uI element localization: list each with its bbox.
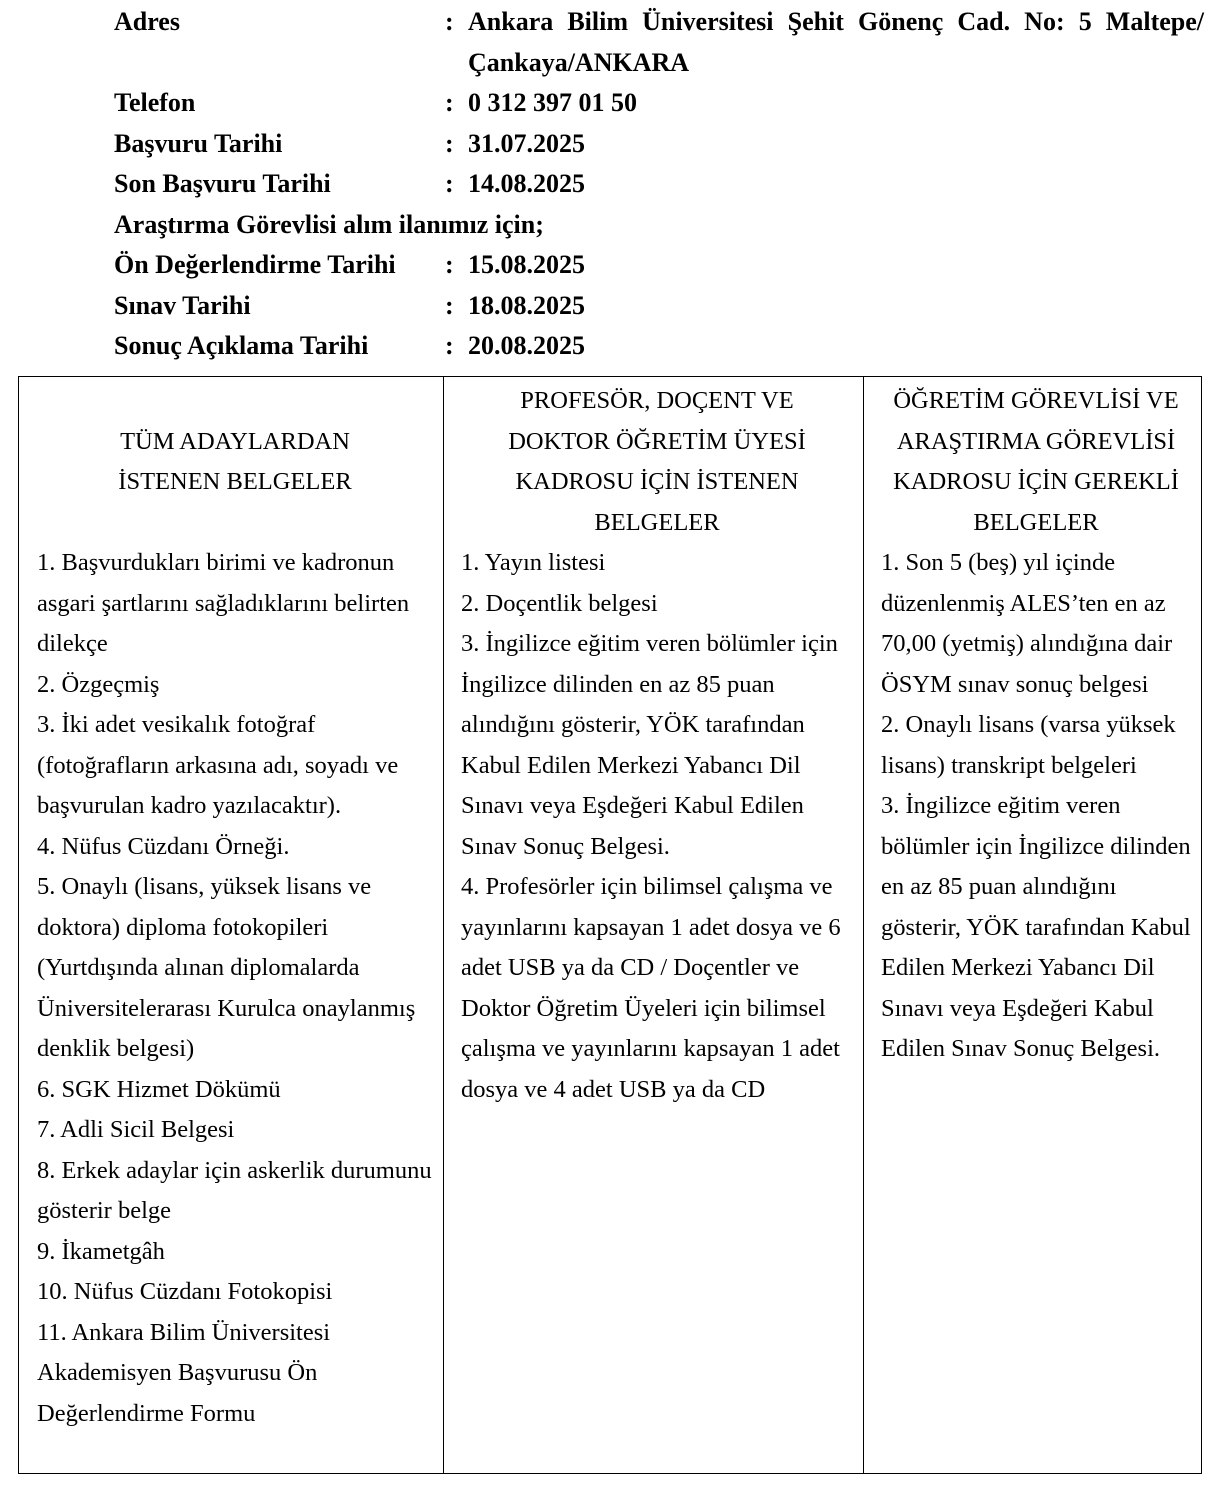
info-colon: : (445, 331, 454, 360)
info-row-exam-date (114, 286, 1204, 327)
table-row (19, 377, 1202, 1474)
column-heading (461, 377, 853, 543)
column-heading-line: PROFESÖR, DOÇENT VE (520, 387, 794, 414)
list-item: 2. Özgeçmiş (37, 670, 160, 698)
list-item: 7. Adli Sicil Belgesi (37, 1116, 235, 1143)
document-list (461, 543, 853, 1110)
info-colon: : (445, 169, 454, 198)
info-value-address: Ankara Bilim Üniversitesi Şehit Gönenç Cad. No: 5 Maltepe/Çankaya/ANKARA (468, 7, 1204, 77)
info-row-deadline (114, 164, 1204, 205)
info-colon: : (445, 128, 454, 158)
info-colon: : (445, 7, 454, 36)
list-item: 2. Doçentlik belgesi (461, 589, 658, 617)
column-heading-line: KADROSU İÇİN İSTENEN (515, 468, 799, 495)
info-label: Başvuru Tarihi (114, 128, 283, 158)
info-value-phone: 0 312 397 01 50 (468, 88, 637, 117)
info-label: Ön Değerlendirme Tarihi (114, 250, 396, 279)
list-item: 2. Onaylı lisans (varsa yüksek lisans) transkript belgeleri (881, 711, 1176, 779)
list-item: 3. İngilizce eğitim veren bölümler için İngilizce dilinden en az 85 puan alındığını gösterir, YÖK tarafından Kabul Edilen Merkezi Yabancı Dil Sınavı veya Eşdeğeri Kabul Edilen Sınav Sonuç Belgesi. (881, 792, 1191, 1062)
info-label: Sınav Tarihi (114, 290, 251, 320)
info-row-phone (114, 83, 1204, 124)
column-faculty-members (444, 377, 864, 1474)
list-item: 11. Ankara Bilim Üniversitesi Akademisyen Başvurusu Ön Değerlendirme Formu (37, 1318, 331, 1427)
column-heading-line: TÜM ADAYLARDAN (120, 427, 350, 455)
info-row-address (114, 2, 1204, 83)
research-assistant-note: Araştırma Görevlisi alım ilanımız için; (114, 209, 544, 239)
column-heading-line: DOKTOR ÖĞRETİM ÜYESİ (508, 427, 806, 455)
list-item: 1. Başvurdukları birimi ve kadronun asgari şartlarını sağladıklarını belirten dilekçe (37, 549, 410, 657)
column-heading-line: ÖĞRETİM GÖREVLİSİ VE (893, 387, 1179, 414)
contact-info-block (114, 2, 1204, 367)
column-heading-line: BELGELER (973, 508, 1099, 536)
column-heading-line: İSTENEN BELGELER (118, 468, 352, 495)
info-colon: : (445, 250, 454, 279)
list-item: 3. İngilizce eğitim veren bölümler için İngilizce dilinden en az 85 puan alındığını gösterir, YÖK tarafından Kabul Edilen Merkezi Yabancı Dil Sınavı veya Eşdeğeri Kabul Edilen Sınav Sonuç Belgesi. (461, 630, 838, 860)
list-item: 5. Onaylı (lisans, yüksek lisans ve doktora) diploma fotokopileri (Yurtdışında alınan diplomalarda Üniversitelerarası Kurulca onaylanmış denklik belgesi) (37, 873, 416, 1062)
list-item: 6. SGK Hizmet Dökümü (37, 1075, 281, 1103)
info-value-exam-date: 18.08.2025 (468, 290, 585, 320)
info-label: Adres (114, 7, 180, 36)
info-value-pre-evaluation-date: 15.08.2025 (468, 250, 585, 279)
info-label: Sonuç Açıklama Tarihi (114, 331, 369, 360)
column-heading-line: ARAŞTIRMA GÖREVLİSİ (896, 427, 1176, 455)
info-value-deadline: 14.08.2025 (468, 169, 585, 198)
list-item: 9. İkametgâh (37, 1237, 165, 1265)
info-colon: : (445, 88, 454, 117)
info-row-application-date (114, 124, 1204, 165)
info-label: Son Başvuru Tarihi (114, 169, 331, 198)
list-item: 1. Son 5 (beş) yıl içinde düzenlenmiş ALES’ten en az 70,00 (yetmiş) alındığına dair ÖSYM sınav sonuç belgesi (881, 549, 1173, 698)
info-value-result-date: 20.08.2025 (468, 331, 585, 360)
list-item: 4. Nüfus Cüzdanı Örneği. (37, 832, 290, 860)
info-label: Telefon (114, 88, 196, 117)
list-item: 10. Nüfus Cüzdanı Fotokopisi (37, 1278, 333, 1305)
list-item: 8. Erkek adaylar için askerlik durumunu gösterir belge (37, 1156, 432, 1224)
info-colon: : (445, 290, 454, 320)
column-heading-line: KADROSU İÇİN GEREKLİ (893, 468, 1179, 495)
required-documents-table (18, 376, 1202, 1474)
column-heading (881, 377, 1191, 543)
column-all-candidates (19, 377, 444, 1474)
list-item: 4. Profesörler için bilimsel çalışma ve yayınlarını kapsayan 1 adet dosya ve 6 adet USB ya da CD / Doçentler ve Doktor Öğretim Üyeleri için bilimsel çalışma ve yayınlarını kapsayan 1 adet dosya ve 4 adet USB ya da CD (461, 873, 841, 1103)
column-lecturers-research-assistants (864, 377, 1202, 1474)
column-heading-line: BELGELER (594, 508, 720, 536)
document-list (881, 543, 1191, 1070)
info-row-result-date (114, 326, 1204, 367)
list-item: 3. İki adet vesikalık fotoğraf (fotoğrafların arkasına adı, soyadı ve başvurulan kadro yazılacaktır). (37, 711, 399, 819)
list-item: 1. Yayın listesi (461, 549, 606, 576)
document-list (37, 543, 433, 1434)
info-row-pre-evaluation-date (114, 245, 1204, 286)
column-heading (37, 377, 433, 543)
info-value-application-date: 31.07.2025 (468, 128, 585, 158)
